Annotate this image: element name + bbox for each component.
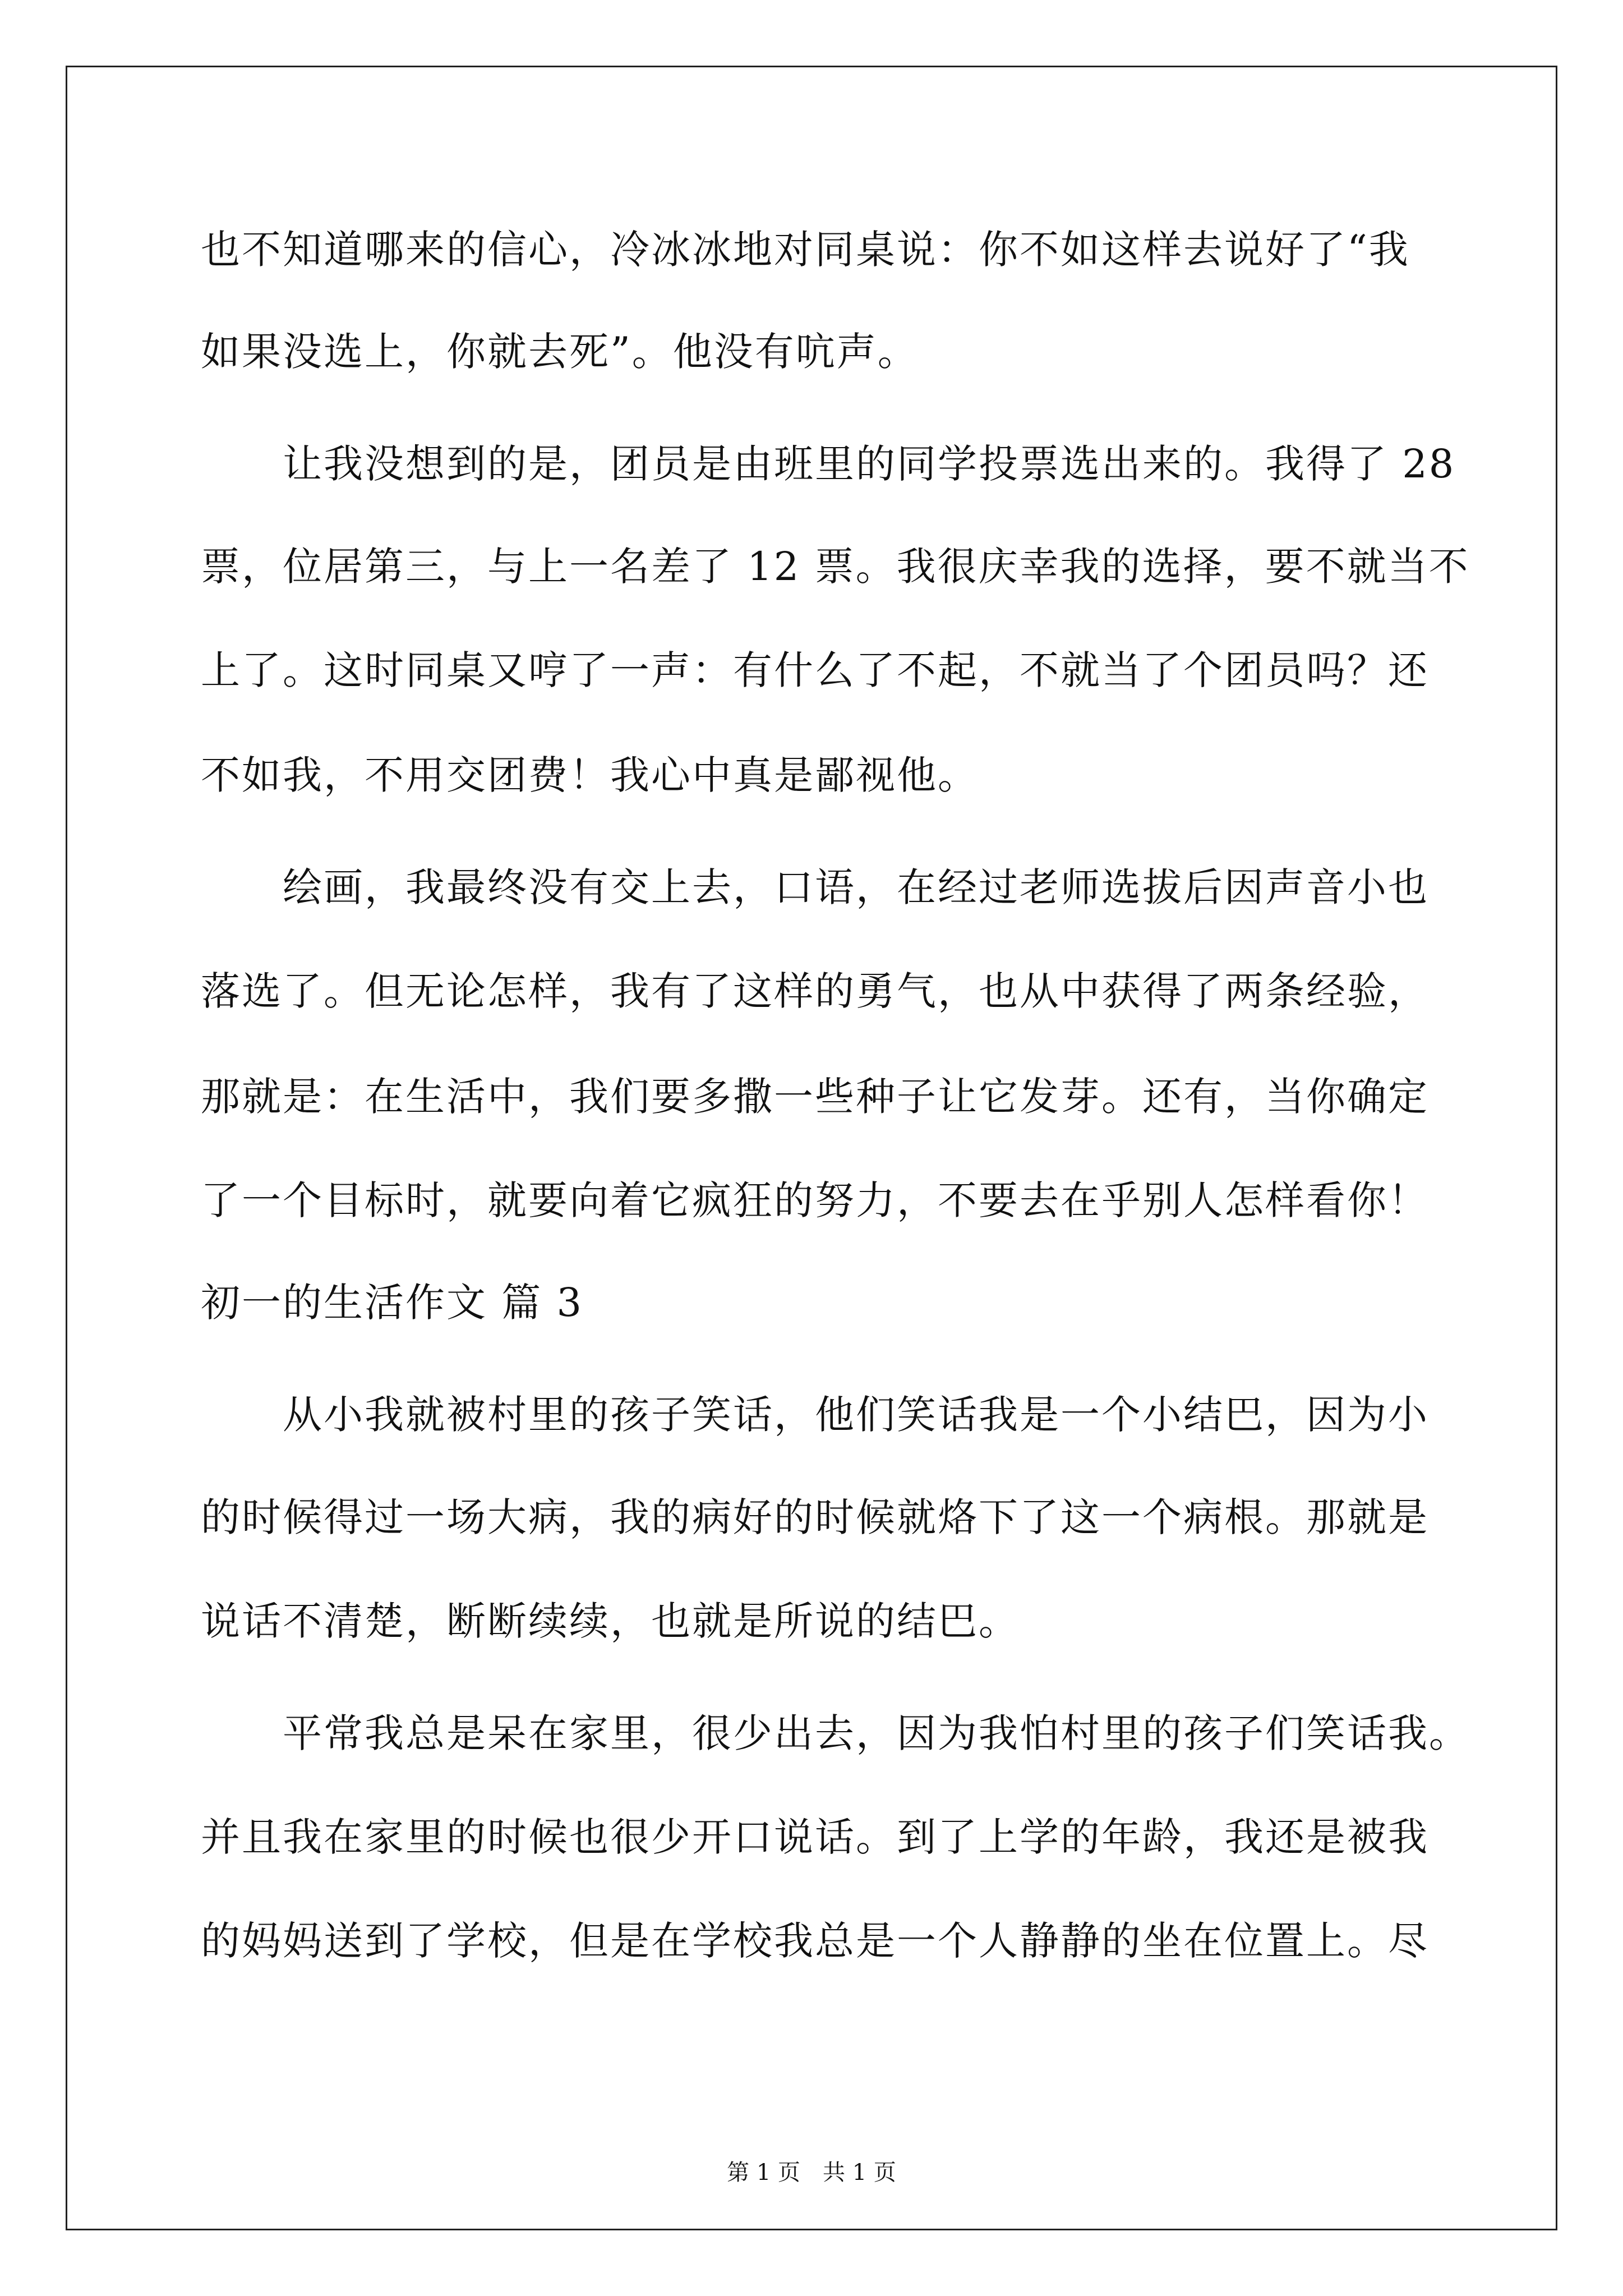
text-line-4: 票，位居第三，与上一名差了 12 票。我很庆幸我的选择，要不就当不 [201, 544, 1470, 590]
text-line-16: 并且我在家里的时候也很少开口说话。到了上学的年龄，我还是被我 [201, 1814, 1429, 1860]
text-line-8: 落选了。但无论怎样，我有了这样的勇气，也从中获得了两条经验， [201, 968, 1429, 1014]
text-line-3: 让我没想到的是，团员是由班里的同学投票选出来的。我得了 28 [201, 441, 1456, 487]
text-line-7: 绘画，我最终没有交上去，口语，在经过老师选拔后因声音小也 [201, 864, 1429, 910]
text-line-1: 也不知道哪来的信心，冷冰冰地对同桌说：你不如这样去说好了“我 [201, 227, 1410, 273]
section-heading: 初一的生活作文 篇 3 [201, 1280, 584, 1326]
text-line-14: 说话不清楚，断断续续，也就是所说的结巴。 [201, 1598, 1020, 1644]
text-line-2: 如果没选上，你就去死”。他没有吭声。 [201, 329, 919, 375]
text-line-10: 了一个目标时，就要向着它疯狂的努力，不要去在乎别人怎样看你！ [201, 1177, 1429, 1223]
text-line-5: 上了。这时同桌又哼了一声：有什么了不起，不就当了个团员吗？还 [201, 647, 1429, 693]
text-line-15: 平常我总是呆在家里，很少出去，因为我怕村里的孩子们笑话我。 [201, 1710, 1470, 1756]
text-line-13: 的时候得过一场大病，我的病好的时候就烙下了这一个病根。那就是 [201, 1494, 1429, 1540]
page-border [66, 66, 1557, 2230]
text-line-17: 的妈妈送到了学校，但是在学校我总是一个人静静的坐在位置上。尽 [201, 1918, 1429, 1964]
text-line-9: 那就是：在生活中，我们要多撒一些种子让它发芽。还有，当你确定 [201, 1074, 1429, 1120]
text-line-6: 不如我，不用交团费！我心中真是鄙视他。 [201, 752, 979, 798]
page-footer: 第 1 页 共 1 页 [727, 2160, 896, 2185]
text-line-12: 从小我就被村里的孩子笑话，他们笑话我是一个小结巴，因为小 [201, 1392, 1429, 1438]
